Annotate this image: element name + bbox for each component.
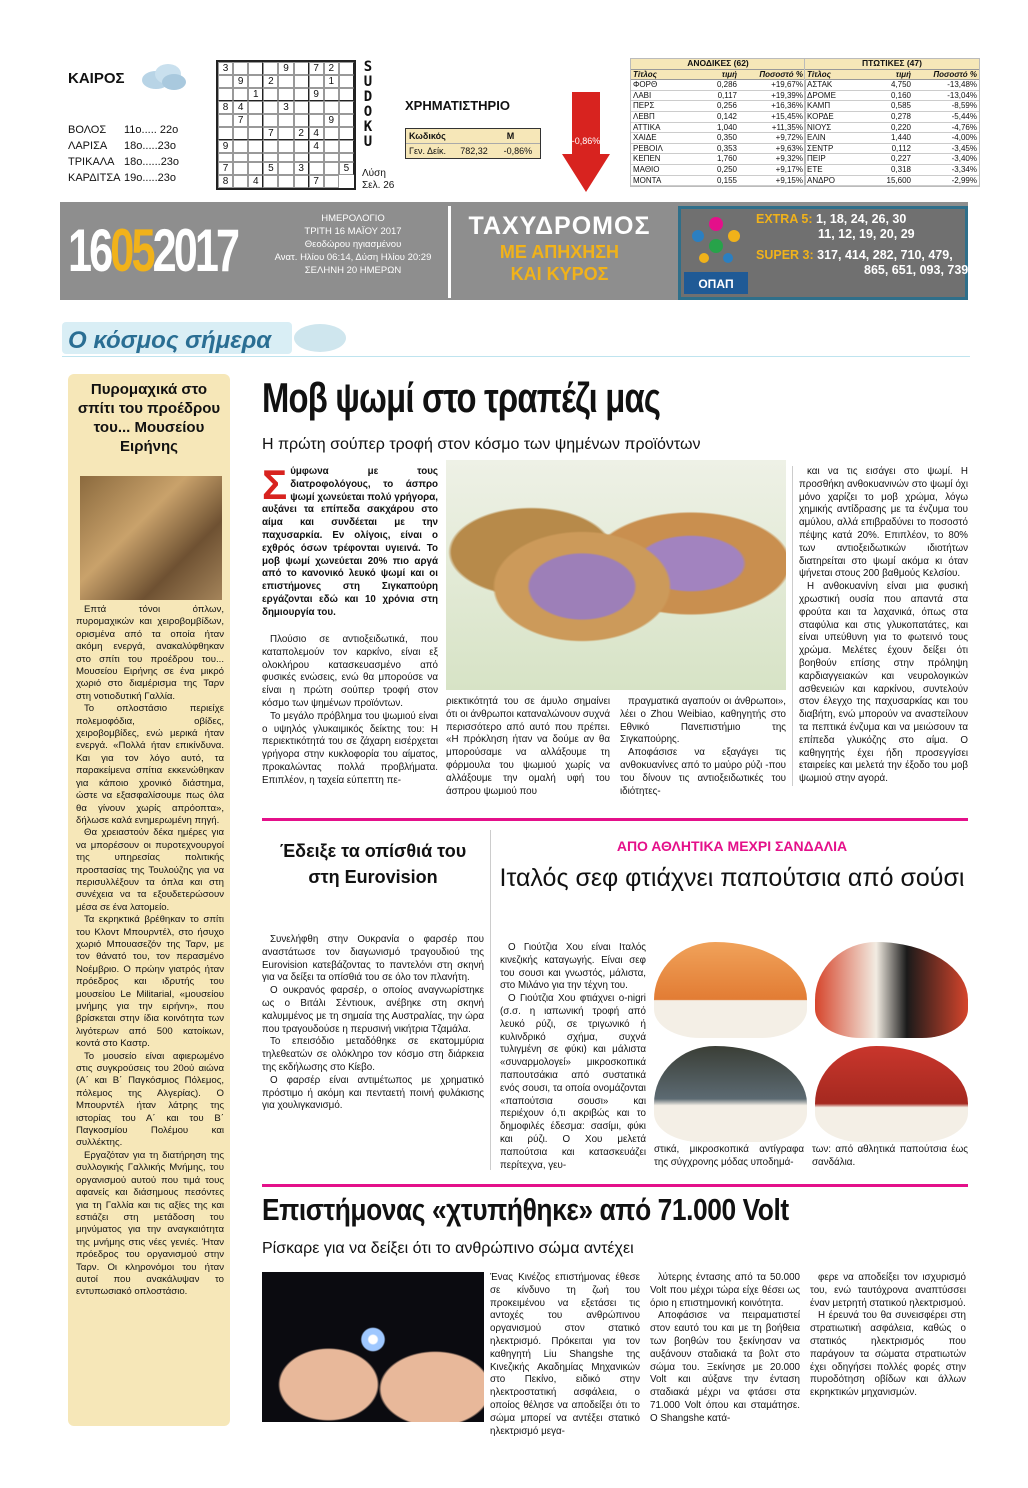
- losers-table: ΠΤΩΤΙΚΕΣ (47) Τίτλος τιμή Ποσοστό % ΑΣΤΑΚ 4,750 -13,48% ΔΡΟΜΕ 0,160 -13,04% ΚΑΜΠ 0,585 -8,59% ΚΟΡΔΕ 0,278 -5,44% ΝΙΟΥΣ 0,220 -4,76% ΕΛΙΝ 1,440 -4,00% ΣΕΝΤΡ 0,112 -3,45% ΠΕΙΡ 0,227 -3,40% ΕΤΕ 0,318 -3,34% ΑΝΔΡΟ 15,600 -2,99%: [804, 58, 980, 187]
- issue-date: 16052017: [68, 217, 238, 284]
- sudoku-cell: [278, 127, 293, 140]
- sudoku-cell: [294, 62, 309, 75]
- slogan: ΜΕ ΑΠΗΧΗΣΗ: [499, 242, 620, 262]
- sudoku-cell: 5: [263, 162, 278, 175]
- exchange-index-table: Κωδικός Μ Γεν. Δείκ. 782,32 -0,86%: [405, 128, 541, 159]
- sudoku-cell: [278, 88, 293, 101]
- sudoku-cell: [233, 62, 248, 75]
- table-row: ΠΕΙΡ 0,227 -3,40%: [807, 154, 977, 164]
- sudoku-cell: 8: [218, 175, 233, 188]
- sudoku-cell: [309, 153, 324, 162]
- table-row: ΜΑΘΙΟ 0,250 +9,17%: [633, 164, 803, 174]
- sudoku-cell: [324, 88, 339, 101]
- sudoku-cell: [263, 153, 278, 162]
- sudoku-cell: [263, 140, 278, 153]
- sudoku-cell: [218, 75, 233, 88]
- table-row: ΔΡΟΜΕ 0,160 -13,04%: [807, 90, 977, 100]
- sudoku-cell: 2: [324, 62, 339, 75]
- sudoku-cell: [218, 127, 233, 140]
- sudoku-cell: [324, 175, 339, 188]
- purple-bread-photo: [446, 460, 786, 690]
- sudoku-cell: 7: [309, 62, 324, 75]
- sudoku-cell: 2: [263, 75, 278, 88]
- article1-col1: Πλούσιο σε αντιοξειδωτικά, που καταπολεμούν τον καρκίνο, είναι εξ ολοκλήρου κατασκευασμένο από φυσικές ενώσεις, ενώ θα μπορούσε να είναι η πρώτη σούπερ τροφή στον κόσμο των ψημένων προϊόντων. Το μεγάλο πρόβλημα του ψωμιού είναι ο υψηλός γλυκαιμικός δείκτης του: Η περιεκτικότητά του σε ζάχαρη εισέρχεται γρήγορα στην κυκλοφορία του αίματος, προκαλώντας πολλά προβλήματα. Επιπλέον, η ταχεία εύπεπτη πε-: [262, 634, 438, 786]
- sudoku-cell: [263, 114, 278, 127]
- divider: [262, 818, 968, 821]
- sudoku-cell: [248, 140, 263, 153]
- sudoku-cell: 7: [218, 162, 233, 175]
- sudoku-cell: [278, 175, 293, 188]
- table-row: ΛΕΒΠ 0,142 +15,45%: [633, 111, 803, 121]
- sudoku-cell: [309, 162, 324, 175]
- sudoku-grid: [216, 60, 356, 190]
- sudoku-cell: [248, 162, 263, 175]
- sudoku-cell: 4: [309, 140, 324, 153]
- sudoku-cell: [248, 62, 263, 75]
- weather-row: ΚΑΡΔΙΤΣΑ 19ο.....23ο: [68, 172, 176, 184]
- sudoku-cell: [278, 140, 293, 153]
- sudoku-cell: [339, 153, 354, 162]
- article1-lead: Σύμφωνα με τους διατροφολόγους, το άσπρο ψωμί χωνεύεται πολύ γρήγορα, αυξάνει τα επίπεδα σακχάρου στο αίμα και συνδέεται με την παχυσαρκία. Εν ολίγοις, είναι ο εχθρός όσων τρέφονται υγιεινά. Το μοβ ψωμί χωνεύεται 20% πιο αργά από το κανονικό λευκό ψωμί και οι επιστήμονες στη Σιγκαπούρη εργάζονται εδώ και 10 χρόνια στη δημιουργία του.: [262, 461, 438, 618]
- sudoku-cell: [294, 114, 309, 127]
- sidebar-body: Επτά τόνοι όπλων, πυρομαχικών και χειροβομβίδων, ορισμένα από τα οποία ήταν ακόμη ενεργά, ανακαλύφθηκαν στο σπίτι του προέδρου του... Μουσείου Ειρήνης σε ένα μικρό χωριό στο διαμέρισμα της Ταρν στη νοτιοδυτική Γαλλία. Το οπλοστάσιο περιείχε πολεμοφόδια, οβίδες, χειροβομβίδες, ενώ μερικά ήταν ενεργά. «Πολλά ήταν επικίνδυνα. Και για τον λόγο αυτό, τα παρακείμενα σπίτια εκκενώθηκαν για κάποιο χρονικό διάστημα, ώστε να εξασφαλίσουμε πως όλα θα γίνουν χωρίς απρόοπτα», δήλωσε καλά ενημερωμένη πηγή. Θα χρειαστούν δέκα ημέρες για να μπορέσουν οι πυροτεχνουργοί της υπηρεσίας πολιτικής προστασίας της Τουλούζης για να περισυλλέξουν τα όπλα και στη συνέχεια να τα εξουδετερώσουν μέσα σε ένα λατομείο. Τα εκρηκτικά βρέθηκαν το σπίτι του Κλοντ Μπουρντέλ, στο ήσυχο χωριό Μπουασεζόν της Ταρν, με τον θάνατό του, τον περασμένο Νοέμβριο. Ο πρώην γιατρός ήταν πρόεδρος και ιδρυτής του μουσείου Le Militarial, «μουσείου μνήμης για την ειρήνη», που βρίσκεται στην ίδια κοινότητα των λιγότερων από 500 κατοίκων, κοντά στο Καστρ. Το μουσείο είναι αφιερωμένο στις συγκρούσεις του 20ού αιώνα (Α΄ και Β΄ Παγκόσμιος Πόλεμος, πόλεμος της Αλγερίας). Ο Μπουρντέλ ήταν λάτρης της ιστορίας του Α΄ και του Β΄ Παγκοσμίου Πολέμου και συλλέκτης. Εργαζόταν για τη διατήρηση της συλλογικής Γαλλικής Μνήμης, του οργανισμού αυτού που τιμά τους αφανείς και διάσημους πεσόντες για τη Γαλλία και τις αξίες της και εστιάζει στη μετάδοση του μηνύματος για την αναγκαιότητα της μνήμης στις νέες γενιές. Ήταν πρόεδρος του οργανισμού στην Ταρν. Οι κληρονόμοι του ήταν αυτοί που ανακάλυψαν το εντυπωσιακό οπλοστάσιο.: [76, 604, 224, 1298]
- sudoku-cell: [339, 127, 354, 140]
- article3-caption2: των: από αθλητικά παπούτσια έως σανδάλια.: [812, 1144, 968, 1168]
- sudoku-cell: [218, 153, 233, 162]
- exchange-title: ΧΡΗΜΑΤΙΣΤΗΡΙΟ: [405, 98, 510, 113]
- sudoku-cell: [233, 127, 248, 140]
- sudoku-cell: 3: [278, 101, 293, 114]
- sudoku-cell: [294, 75, 309, 88]
- lottery-results: EXTRA 5: 1, 18, 24, 26, 30 11, 12, 19, 20, 29 SUPER 3: 317, 414, 282, 710, 479, 865, 651, 093, 739, 916: [756, 212, 997, 277]
- weather-row: ΤΡΙΚΑΛΑ 18ο......23ο: [68, 156, 180, 168]
- article3-body: Ο Γιούτζια Χου είναι Ιταλός κινεζικής καταγωγής. Είναι σεφ του σουσι και γνωστός, μάλιστα, στο Μιλάνο για την τέχνη του. Ο Γιούτζια Χου φτιάχνει o-nigri (σ.σ. η ιαπωνική τροφή από λευκό ρύζι, σε τριγωνικό ή κυλινδρικό σχήμα, συχνά τυλιγμένη σε φύκι) και μάλιστα «συναρμολογεί» μικροσκοπικά παπουτσάκια από συστατικά ενός σουσι, τα οποία ονομάζονται «παπούτσια σουσι» και περιέχουν ό,τι ακριβώς και το δημοφιλές έδεσμα: σασίμι, φύκι και ρύζι. Ο Χου μελετά παπούτσια και κατασκευάζει περίτεχνα, γευ-: [500, 942, 646, 1171]
- sudoku-cell: [324, 101, 339, 114]
- sudoku-cell: [309, 101, 324, 114]
- sudoku-cell: [218, 88, 233, 101]
- sudoku-cell: [263, 175, 278, 188]
- table-row: ΝΙΟΥΣ 0,220 -4,76%: [807, 122, 977, 132]
- sudoku-cell: [278, 153, 293, 162]
- newspaper-name: ΤΑΧΥΔΡΟΜΟΣ: [468, 212, 651, 240]
- table-row: ΕΤΕ 0,318 -3,34%: [807, 164, 977, 174]
- sudoku-cell: [233, 162, 248, 175]
- cloud-icon: [138, 62, 188, 92]
- sudoku-cell: [309, 114, 324, 127]
- sudoku-cell: [263, 101, 278, 114]
- table-row: ΡΕΒΟΙΛ 0,353 +9,63%: [633, 143, 803, 153]
- table-row: ΛΑΒΙ 0,117 +19,39%: [633, 90, 803, 100]
- sudoku-cell: 8: [218, 101, 233, 114]
- svg-text:ΟΠΑΠ: ΟΠΑΠ: [698, 277, 734, 291]
- sudoku-cell: [294, 153, 309, 162]
- opap-logo: [684, 212, 748, 294]
- sudoku-cell: 3: [218, 62, 233, 75]
- sudoku-cell: 4: [233, 101, 248, 114]
- sudoku-cell: 9: [324, 114, 339, 127]
- sudoku-cell: [263, 62, 278, 75]
- sudoku-cell: [248, 127, 263, 140]
- sudoku-cell: [263, 88, 278, 101]
- sudoku-cell: 9: [233, 75, 248, 88]
- weather-table: [68, 122, 179, 186]
- svg-text:Ο κόσμος σήμερα: Ο κόσμος σήμερα: [68, 327, 272, 354]
- table-row: ΠΕΡΣ 0,256 +16,36%: [633, 101, 803, 111]
- sudoku-cell: [339, 101, 354, 114]
- calendar-box: ΗΜΕΡΟΛΟΓΙΟ ΤΡΙΤΗ 16 ΜΑΪΟΥ 2017 Θεοδώρου ηγιασμένου Ανατ. Ηλίου 06:14, Δύση Ηλίου 20:29 ΣΕΛΗΝΗ 20 ΗΜΕΡΩΝ: [274, 213, 432, 276]
- sudoku-cell: [248, 101, 263, 114]
- sudoku-cell: [233, 140, 248, 153]
- table-row: ΣΕΝΤΡ 0,112 -3,45%: [807, 143, 977, 153]
- sudoku-cell: 1: [248, 88, 263, 101]
- sudoku-cell: 7: [233, 114, 248, 127]
- sudoku-cell: [339, 75, 354, 88]
- subtitle-volt: Ρίσκαρε για να δείξει ότι το ανθρώπινο σώμα αντέχει: [262, 1240, 634, 1257]
- sudoku-cell: 7: [309, 175, 324, 188]
- sudoku-cell: [309, 75, 324, 88]
- sudoku-cell: [294, 175, 309, 188]
- table-row: ΧΑΙΔΕ 0,350 +9,72%: [633, 133, 803, 143]
- headline-eurovision: Έδειξε τα οπίσθιά του στη Eurovision: [279, 841, 467, 887]
- sudoku-cell: [278, 114, 293, 127]
- article2-body: Συνελήφθη στην Ουκρανία ο φαρσέρ που αναστάτωσε τον διαγωνισμό τραγουδιού της Eurovision κατεβάζοντας το παντελόνι στη σκηνή για να δείξει τα οπίσθιά του σε όλο τον πλανήτη. Ο ουκρανός φαρσέρ, ο οποίος αναγνωρίστηκε ως ο Βιτάλι Σέντιουκ, ανέβηκε στη σκηνή καλυμμένος με τη σημαία της Αυστραλίας, την ώρα που τραγουδούσε η περυσινή νικήτρια Τζαμάλα. Το επεισόδιο μεταδόθηκε σε εκατομμύρια τηλεθεατών σε ολόκληρο τον κόσμο στη διάρκεια της εκδήλωσης στο Κίεβο. Ο φαρσέρ είναι αντιμέτωπος με χρηματικό πρόστιμο ή ακόμη και πενταετή ποινή φυλάκισης για χουλιγκανισμό.: [262, 934, 484, 1112]
- sudoku-cell: [324, 153, 339, 162]
- sudoku-cell: 1: [324, 75, 339, 88]
- sudoku-cell: [324, 162, 339, 175]
- article4-col2: λύτερης έντασης από τα 50.000 Volt που μέχρι τώρα είχε θέσει ως όριο η επιστημονική κοινότητα. Αποφάσισε να πειραματιστεί στον εαυτό του και με τη βοήθεια των βοηθών του ξεκίνησαν να αυξάνουν σταδιακά τα βολτ στο σώμα του. Ξεκίνησε με 20.000 Volt και αύξανε την ένταση σταδιακά μέχρι να φτάσει στα 71.000 Volt όπου και σταμάτησε. Ο Shangshe κατά-: [650, 1272, 800, 1424]
- sudoku-solution-note: Λύση Σελ. 26: [362, 168, 395, 191]
- sudoku-cell: [339, 140, 354, 153]
- sudoku-cell: [339, 62, 354, 75]
- sudoku-cell: [294, 140, 309, 153]
- article4-col3: φερε να αποδείξει τον ισχυρισμό του, ενώ ταυτόχρονα αναπτύσσει έναν μετρητή στατικού ηλεκτρισμού. Η έρευνά του θα συνεισφέρει στη στρατιωτική ασφάλεια, καθώς ο στατικός ηλεκτρισμός που παράγουν τα σώματα στρατιωτών έχει οδηγήσει πολλές φορές στην πυροδότηση οβίδων και άλλων εκρηκτικών μηχανισμών.: [810, 1272, 966, 1399]
- sushi-kicker: ΑΠΟ ΑΘΛΗΤΙΚΑ ΜΕΧΡΙ ΣΑΝΔΑΛΙΑ: [616, 838, 848, 854]
- weather-title: ΚΑΙΡΟΣ: [68, 70, 125, 87]
- section-logo: [62, 318, 347, 358]
- table-row: ΑΣΤΑΚ 4,750 -13,48%: [807, 80, 977, 90]
- table-row: ΚΟΡΔΕ 0,278 -5,44%: [807, 111, 977, 121]
- sudoku-cell: 7: [263, 127, 278, 140]
- sudoku-cell: 9: [309, 88, 324, 101]
- sudoku-cell: [324, 140, 339, 153]
- headline-sushi-shoes: Ιταλός σεφ φτιάχνει παπούτσια από σούσι: [499, 864, 965, 892]
- sudoku-cell: [248, 153, 263, 162]
- down-arrow-icon: [562, 92, 610, 192]
- electricity-fingers-photo: [262, 1272, 484, 1422]
- sudoku-word: SUDOKU: [363, 59, 373, 150]
- sudoku-cell: [233, 175, 248, 188]
- article1-col4: και να τις εισάγει στο ψωμί. Η προσθήκη ανθοκυανινών στο ψωμί όχι μόνο χαρίζει το μοβ χρώμα, λόγω χημικής αντίδρασης με τα ένζυμα του αμύλου, αλλά επιβραδύνει το ποσοστό πέψης κατά 20%. Επιπλέον, το 80% των αντιοξειδωτικών ιδιοτήτων διατηρείται στο ψωμί ακόμα κι όταν ψήνεται στους 200 βαθμούς Κελσίου. Η ανθοκυανίνη είναι μια φυσική χρωστική ουσία που απαντά στα φρούτα και τα λαχανικά, όπως στα σταφύλια και στις γλυκοπατάτες, και είναι υπεύθυνη για το φωτεινό τους χρώμα. Μελέτες έχουν δείξει ότι βοηθούν επίσης στην πρόληψη καρδιαγγειακών και νευρολογικών ασθενειών και καρκίνου, συντελούν στον έλεγχο της παχυσαρκίας και του διαβήτη, ενώ μπορούν να αναστείλουν τα πεπτικά ένζυμα και να μειώσουν τα επίπεδα γλυκόζης στο αίμα. Ο καθηγητής έχει ήδη προσεγγίσει εταιρείες και μελετά την έξοδο του μοβ ψωμιού στην αγορά.: [792, 466, 968, 786]
- sudoku-cell: [339, 114, 354, 127]
- table-row: ΑΤΤΙΚΑ 1,040 +11,35%: [633, 122, 803, 132]
- sudoku-cell: 2: [294, 127, 309, 140]
- article3-caption1: στικά, μικροσκοπικά αντίγραφα της σύγχρονης μόδας υποδημά-: [654, 1144, 804, 1168]
- sudoku-cell: [278, 75, 293, 88]
- sudoku-cell: [294, 101, 309, 114]
- masthead: ΤΑΧΥΔΡΟΜΟΣ ΜΕ ΑΠΗΧΗΣΗ ΚΑΙ ΚΥΡΟΣ: [448, 206, 668, 298]
- sudoku-cell: [233, 88, 248, 101]
- headline-purple-bread: Μοβ ψωμί στο τραπέζι μας: [262, 374, 661, 421]
- sudoku-cell: 4: [248, 175, 263, 188]
- sudoku-cell: [324, 127, 339, 140]
- sudoku-cell: [294, 88, 309, 101]
- article4-col1: Ένας Κινέζος επιστήμονας έθεσε σε κίνδυνο τη ζωή του προκειμένου να εξετάσει τις αντοχές του ανθρώπινου οργανισμού στον στατικό ηλεκτρισμό. Πρόκειται για τον καθηγητή Liu Shangshe της Κινεζικής Ακαδημίας Μηχανικών στο Πεκίνο, ειδικό στην ηλεκτροστατική ασφάλεια, ο οποίος θέλησε να αποδείξει ότι το σώμα μπορεί να αντέξει στατικό ηλεκτρισμό μεγα-: [490, 1272, 640, 1437]
- sudoku-cell: 9: [218, 140, 233, 153]
- sudoku-cell: [233, 153, 248, 162]
- subtitle-purple-bread: Η πρώτη σούπερ τροφή στον κόσμο των ψημένων προϊόντων: [262, 436, 701, 453]
- divider: [262, 1184, 968, 1187]
- weapons-photo: [80, 476, 222, 600]
- weather-row: ΒΟΛΟΣ 11ο..... 22ο: [68, 124, 179, 136]
- sudoku-cell: [278, 162, 293, 175]
- table-row: ΕΛΙΝ 1,440 -4,00%: [807, 133, 977, 143]
- table-row: ΜΟΝΤΑ 0,155 +9,15%: [633, 175, 803, 185]
- sudoku-cell: 9: [278, 62, 293, 75]
- sushi-shoes-photo: [654, 942, 968, 1142]
- gainers-table: ΑΝΟΔΙΚΕΣ (62) Τίτλος τιμή Ποσοστό % ΦΟΡΘ 0,286 +19,67% ΛΑΒΙ 0,117 +19,39% ΠΕΡΣ 0,256 +16,36% ΛΕΒΠ 0,142 +15,45% ΑΤΤΙΚΑ 1,040 +11,35% ΧΑΙΔΕ 0,350 +9,72% ΡΕΒΟΙΛ 0,353 +9,63% ΚΕΠΕΝ 1,760 +9,32% ΜΑΘΙΟ 0,250 +9,17% ΜΟΝΤΑ 0,155 +9,15%: [630, 58, 806, 187]
- svg-text:-0,86%: -0,86%: [571, 136, 601, 146]
- sudoku-cell: [339, 88, 354, 101]
- column-divider: [490, 830, 491, 1170]
- table-row: ΑΝΔΡΟ 15,600 -2,99%: [807, 175, 977, 185]
- article1-col3: πραγματικά αγαπούν οι άνθρωποι», λέει ο Zhou Weibiao, καθηγητής στο Εθνικό Πανεπιστήμιο της Σιγκαπούρης. Αποφάσισε να εξαγάγει τις ανθοκυανίνες από το μαύρο ρύζι -που του δίνουν τις αντιοξειδωτικές του ιδιότητες-: [620, 696, 786, 797]
- table-row: ΚΕΠΕΝ 1,760 +9,32%: [633, 154, 803, 164]
- table-row: ΦΟΡΘ 0,286 +19,67%: [633, 80, 803, 90]
- sudoku-cell: [248, 75, 263, 88]
- headline-volt: Επιστήμονας «χτυπήθηκε» από 71.000 Volt: [262, 1192, 789, 1227]
- sudoku-cell: [218, 114, 233, 127]
- table-row: ΚΑΜΠ 0,585 -8,59%: [807, 101, 977, 111]
- weather-row: ΛΑΡΙΣΑ 18ο.....23ο: [68, 140, 176, 152]
- sudoku-cell: 3: [294, 162, 309, 175]
- sudoku-cell: [248, 114, 263, 127]
- sudoku-cell: 4: [309, 127, 324, 140]
- section-divider: [62, 356, 970, 357]
- sudoku-cell: 5: [339, 162, 354, 175]
- article1-col2: ριεκτικότητά του σε άμυλο σημαίνει ότι οι άνθρωποι καταναλώνουν συχνά περισσότερο από αυτό που πρέπει. «Η πρόκληση ήταν να δούμε αν θα μπορούσαμε να αλλάξουμε τη φόρμουλα του ψωμιού χωρίς να αλλάξουμε την ομαλή υφή του άσπρου ψωμιού που: [446, 696, 610, 797]
- sidebar-title: Πυρομαχικά στο σπίτι του προέδρου του... Μουσείου Ειρήνης: [77, 381, 221, 455]
